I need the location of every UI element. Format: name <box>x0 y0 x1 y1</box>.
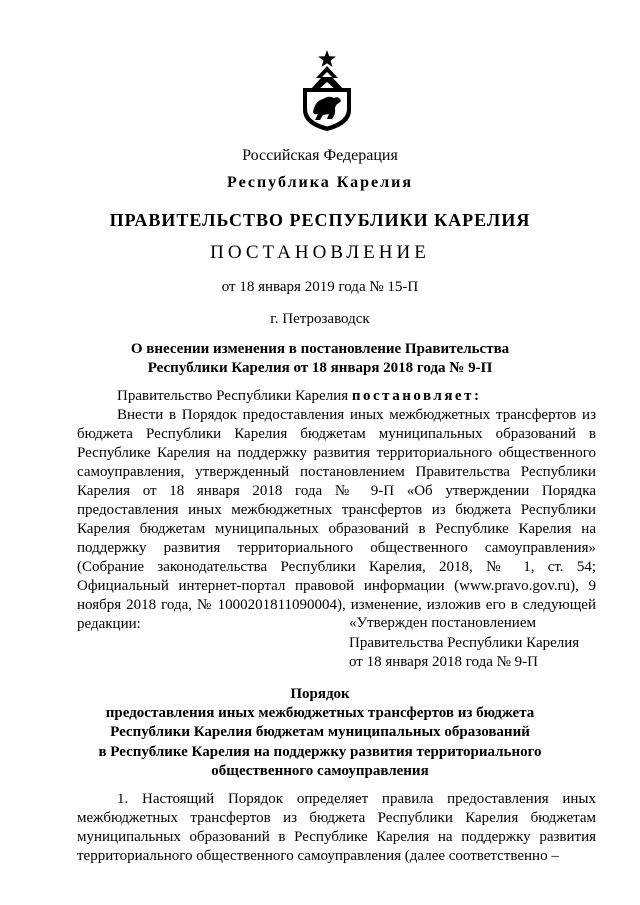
approval-line: «Утвержден постановлением <box>349 615 536 631</box>
intro-prefix: Правительство Республики Карелия <box>117 388 352 404</box>
subject-line: Республики Карелия от 18 января 2018 года № 9-П <box>147 360 493 376</box>
procedure-heading <box>0 685 640 781</box>
subject-line: О внесении изменения в постановление Правительства <box>130 341 510 357</box>
approval-line: Правительства Республики Карелия <box>349 634 580 651</box>
document-body <box>77 387 596 634</box>
coat-of-arms-icon <box>296 48 358 132</box>
country-name: Российская Федерация <box>242 147 398 164</box>
main-paragraph: Внести в Порядок предоставления иных межбюджетных трансфертов из бюджета Республики Карелия бюджетам муниципальных образований в Республике Карелия на поддержку развития территориального общественного самоуправления, утвержденный постановлением Правительства Республики Карелия от 18 января 2018 года № 9-П «Об утверждении Порядка предоставления иных межбюджетных трансфертов из бюджета Республики Карелия бюджетам муниципальных образований в Республике Карелия на поддержку развития территориального общественного самоуправления» (Собрание законодательства Республики Карелия, 2018, № 1, ст. 54; Официальный интернет-портал правовой информации (www.pravo.gov.ru), 9 ноября 2018 года, № 1000201811090004), изменение, изложив его в следующей редакции: <box>77 407 596 632</box>
approval-line: от 18 января 2018 года № 9-П <box>349 654 539 670</box>
procedure-title: Порядок <box>290 686 350 702</box>
procedure-item-1: 1. Настоящий Порядок определяет правила предоставления иных межбюджетных трансфертов из бюджета Республики Карелия бюджетам муниципальных образований в Республике Карелия на поддержку развития территориального общественного самоуправления (далее соответственно – <box>77 791 596 864</box>
document-subject <box>0 340 640 378</box>
procedure-heading-line: общественного самоуправления <box>211 762 429 779</box>
republic-name: Республика Карелия <box>227 174 413 191</box>
procedure-heading-line: Республики Карелия бюджетам муниципальных образований <box>110 724 530 741</box>
government-name: ПРАВИТЕЛЬСТВО РЕСПУБЛИКИ КАРЕЛИЯ <box>109 210 531 230</box>
intro-paragraph <box>77 387 596 406</box>
document-city: г. Петрозаводск <box>270 311 370 327</box>
procedure-heading-line: предоставления иных межбюджетных трансфертов из бюджета <box>105 705 535 722</box>
approval-stamp <box>349 614 579 673</box>
procedure-heading-line: в Республике Карелия на поддержку развития территориального <box>98 743 542 760</box>
document-date-number: от 18 января 2019 года № 15-П <box>221 279 419 295</box>
document-type: ПОСТАНОВЛЕНИЕ <box>210 242 430 263</box>
intro-verb: постановляет: <box>351 388 482 404</box>
